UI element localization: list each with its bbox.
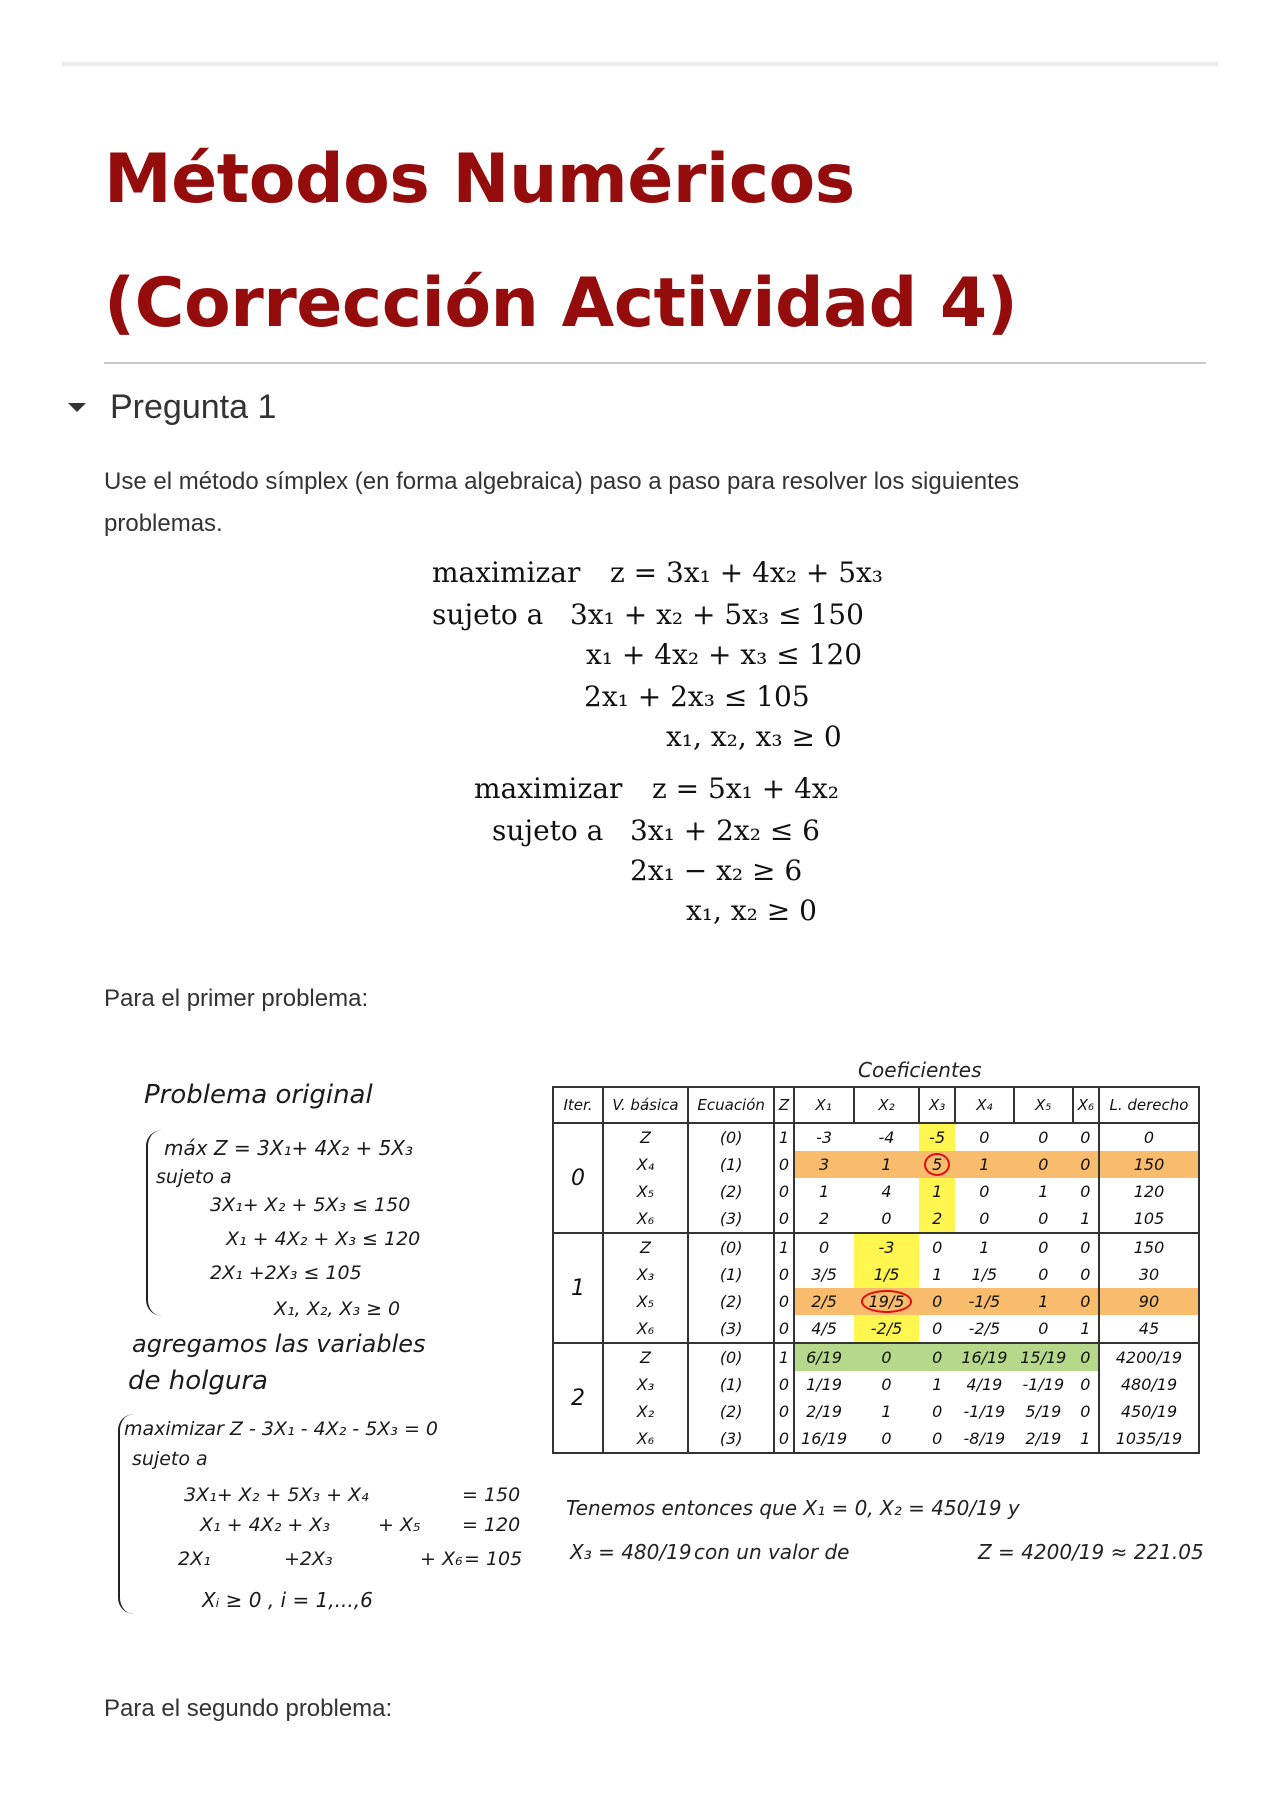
col-header: L. derecho bbox=[1099, 1087, 1199, 1123]
cell: 3 bbox=[794, 1151, 854, 1178]
cell: X₂ bbox=[603, 1398, 688, 1425]
cell: X₄ bbox=[603, 1151, 688, 1178]
cell: 16/19 bbox=[794, 1425, 854, 1453]
cell: 0 bbox=[1080, 1182, 1091, 1201]
cell: 0 bbox=[818, 1238, 830, 1257]
cell: Z bbox=[603, 1233, 688, 1261]
cell: 0 bbox=[1038, 1238, 1049, 1257]
cell: (1) bbox=[688, 1371, 774, 1398]
table-row bbox=[553, 1178, 1199, 1205]
cell: 0 bbox=[774, 1371, 793, 1398]
cell: X₃ bbox=[603, 1261, 688, 1288]
iteration-cell: 1 bbox=[553, 1233, 603, 1343]
table-row bbox=[553, 1123, 1199, 1151]
cell: 1 bbox=[881, 1402, 892, 1421]
cell: 0 bbox=[774, 1398, 793, 1425]
conclusion-x3: X₃ = 480/19 bbox=[570, 1540, 692, 1564]
cell: 1 bbox=[979, 1238, 990, 1257]
cell: 105 bbox=[1099, 1205, 1199, 1233]
cell: 0 bbox=[919, 1288, 955, 1315]
hw-e2a: X₁ + 4X₂ + X₃ bbox=[200, 1514, 330, 1536]
hw-e3c: + X₆ bbox=[420, 1548, 463, 1570]
cell: 1/19 bbox=[806, 1375, 843, 1394]
cell: 0 bbox=[774, 1151, 793, 1178]
cell: 15/19 bbox=[1014, 1343, 1073, 1371]
cell: 16/19 bbox=[955, 1343, 1014, 1371]
hw-heading: Problema original bbox=[144, 1080, 373, 1110]
cell: (1) bbox=[688, 1151, 774, 1178]
cell: 1 bbox=[1073, 1315, 1099, 1343]
cell: 0 bbox=[1014, 1315, 1073, 1343]
problem-2-max-label: maximizar bbox=[474, 772, 623, 805]
cell: -3 bbox=[854, 1233, 920, 1261]
cell: 0 bbox=[1014, 1151, 1073, 1178]
cell: 1 bbox=[1073, 1425, 1099, 1453]
problem-1-nonnegativity: x₁, x₂, x₃ ≥ 0 bbox=[666, 720, 842, 753]
page-title-line1: Métodos Numéricos bbox=[104, 140, 855, 219]
cell: -4 bbox=[878, 1128, 895, 1147]
cell: (2) bbox=[688, 1398, 774, 1425]
cell: 1035/19 bbox=[1099, 1425, 1199, 1453]
cell: 0 bbox=[774, 1261, 793, 1288]
hw-r4: X₁, X₂, X₃ ≥ 0 bbox=[274, 1298, 401, 1320]
cell: 0 bbox=[919, 1343, 955, 1371]
problem-1-st-label: sujeto a bbox=[432, 598, 544, 631]
cell: 2 bbox=[794, 1205, 854, 1233]
first-problem-label: Para el primer problema: bbox=[104, 985, 369, 1012]
cell: 0 bbox=[774, 1425, 793, 1453]
cell: 0 bbox=[1080, 1402, 1091, 1421]
cell: 0 bbox=[1080, 1375, 1091, 1394]
cell: 0 bbox=[1099, 1123, 1199, 1151]
section-toggle-pregunta-1[interactable] bbox=[62, 388, 276, 427]
cell: Z bbox=[603, 1123, 688, 1151]
cell: 0 bbox=[1073, 1288, 1099, 1315]
caret-down-icon[interactable] bbox=[68, 403, 86, 412]
cell: 0 bbox=[1080, 1238, 1091, 1257]
table-row bbox=[553, 1315, 1199, 1343]
cell: X₆ bbox=[603, 1425, 688, 1453]
hw-e3a: 2X₁ bbox=[178, 1548, 211, 1570]
cell: 0 bbox=[854, 1205, 920, 1233]
cell: 0 bbox=[881, 1375, 892, 1394]
hw-e1b: = 150 bbox=[462, 1484, 521, 1506]
cell: 3/5 bbox=[811, 1265, 837, 1284]
cell: 450/19 bbox=[1099, 1398, 1199, 1425]
cell: 150 bbox=[1099, 1233, 1199, 1261]
cell: 6/19 bbox=[794, 1343, 854, 1371]
pivot-circle: 5 bbox=[924, 1153, 950, 1176]
simplex-tableau bbox=[552, 1086, 1200, 1454]
hw-e3b: +2X₃ bbox=[284, 1548, 333, 1570]
hw-r2: X₁ + 4X₂ + X₃ ≤ 120 bbox=[226, 1228, 421, 1250]
table-row bbox=[553, 1151, 1199, 1178]
table-row bbox=[553, 1425, 1199, 1453]
hw-e1a: 3X₁+ X₂ + 5X₃ + X₄ bbox=[184, 1484, 369, 1506]
cell: (2) bbox=[688, 1178, 774, 1205]
iteration-cell: 2 bbox=[553, 1343, 603, 1453]
cell: 1 bbox=[774, 1123, 793, 1151]
iteration-cell: 0 bbox=[553, 1123, 603, 1233]
cell: 0 bbox=[854, 1425, 920, 1453]
problem-2-constraint-2: 2x₁ − x₂ ≥ 6 bbox=[630, 854, 803, 887]
page-title bbox=[104, 118, 1017, 366]
cell: X₅ bbox=[603, 1178, 688, 1205]
cell: 1 bbox=[1073, 1205, 1099, 1233]
cell: -1/19 bbox=[1022, 1375, 1065, 1394]
cell: 1 bbox=[932, 1375, 943, 1394]
cell: 1 bbox=[1014, 1288, 1073, 1315]
cell: 90 bbox=[1099, 1288, 1199, 1315]
top-divider bbox=[62, 62, 1218, 66]
cell: X₆ bbox=[603, 1205, 688, 1233]
cell: 1 bbox=[955, 1151, 1014, 1178]
cell: 0 bbox=[979, 1128, 990, 1147]
cell: 1 bbox=[818, 1182, 830, 1201]
cell: 0 bbox=[774, 1178, 793, 1205]
hw-e2c: = 120 bbox=[462, 1514, 521, 1536]
problem-2-objective: z = 5x₁ + 4x₂ bbox=[652, 772, 839, 805]
hw-add2: de holgura bbox=[128, 1366, 268, 1396]
cell: 120 bbox=[1099, 1178, 1199, 1205]
cell: -1/5 bbox=[955, 1288, 1014, 1315]
cell: 0 bbox=[1038, 1265, 1049, 1284]
cell: 0 bbox=[979, 1182, 990, 1201]
cell: -1/19 bbox=[963, 1402, 1006, 1421]
hw-max: máx Z = 3X₁+ 4X₂ + 5X₃ bbox=[164, 1136, 414, 1160]
cell: 1 bbox=[774, 1343, 793, 1371]
cell: X₅ bbox=[603, 1288, 688, 1315]
cell: 4/19 bbox=[966, 1375, 1003, 1394]
col-header: X₅ bbox=[1014, 1087, 1073, 1123]
cell: 1/5 bbox=[854, 1261, 920, 1288]
problem-1-constraint-2: x₁ + 4x₂ + x₃ ≤ 120 bbox=[586, 638, 863, 671]
cell: 1 bbox=[932, 1265, 943, 1284]
cell: 4/5 bbox=[794, 1315, 854, 1343]
cell: (3) bbox=[688, 1205, 774, 1233]
col-header: X₆ bbox=[1073, 1087, 1099, 1123]
cell: 0 bbox=[1080, 1265, 1091, 1284]
hw-st2: sujeto a bbox=[132, 1448, 208, 1470]
cell: 0 bbox=[774, 1315, 793, 1343]
cell: (2) bbox=[688, 1288, 774, 1315]
hw-r1: 3X₁+ X₂ + 5X₃ ≤ 150 bbox=[210, 1194, 411, 1216]
cell: 1 bbox=[919, 1178, 955, 1205]
cell: 0 bbox=[919, 1315, 955, 1343]
pivot-cell bbox=[854, 1288, 920, 1315]
cell: 4200/19 bbox=[1099, 1343, 1199, 1371]
problem-2-nonnegativity: x₁, x₂ ≥ 0 bbox=[686, 894, 817, 927]
col-header: Ecuación bbox=[688, 1087, 774, 1123]
tableau-header-row bbox=[553, 1087, 1199, 1123]
cell: (3) bbox=[688, 1315, 774, 1343]
table-row bbox=[553, 1343, 1199, 1371]
cell: 5/19 bbox=[1025, 1402, 1062, 1421]
cell: 0 bbox=[1014, 1205, 1073, 1233]
conclusion-z-value: Z = 4200/19 ≈ 221.05 bbox=[978, 1540, 1204, 1564]
cell: (0) bbox=[688, 1233, 774, 1261]
problem-1-max-label: maximizar bbox=[432, 556, 581, 589]
cell: -8/19 bbox=[955, 1425, 1014, 1453]
col-header: Z bbox=[774, 1087, 793, 1123]
table-row bbox=[553, 1371, 1199, 1398]
hw-model: maximizar Z - 3X₁ - 4X₂ - 5X₃ = 0 bbox=[124, 1418, 439, 1440]
section-title: Pregunta 1 bbox=[110, 388, 277, 426]
col-header: X₁ bbox=[794, 1087, 854, 1123]
cell: X₃ bbox=[603, 1371, 688, 1398]
problem-2-constraint-1: 3x₁ + 2x₂ ≤ 6 bbox=[630, 814, 820, 847]
cell: (3) bbox=[688, 1425, 774, 1453]
cell: 0 bbox=[919, 1425, 955, 1453]
cell: -3 bbox=[816, 1128, 833, 1147]
cell: 1 bbox=[774, 1233, 793, 1261]
problem-1-constraint-3: 2x₁ + 2x₃ ≤ 105 bbox=[584, 680, 810, 713]
cell: (0) bbox=[688, 1343, 774, 1371]
cell: -2/5 bbox=[854, 1315, 920, 1343]
cell: 0 bbox=[932, 1402, 943, 1421]
problem-1-objective: z = 3x₁ + 4x₂ + 5x₃ bbox=[610, 556, 884, 589]
title-divider bbox=[104, 362, 1206, 364]
hw-e3d: = 105 bbox=[464, 1548, 523, 1570]
col-header: V. básica bbox=[603, 1087, 688, 1123]
hw-nonneg: Xᵢ ≥ 0 , i = 1,...,6 bbox=[202, 1588, 373, 1612]
col-header: X₂ bbox=[854, 1087, 920, 1123]
cell: 4 bbox=[881, 1182, 892, 1201]
problem-1-constraint-1: 3x₁ + x₂ + 5x₃ ≤ 150 bbox=[570, 598, 864, 631]
cell: (0) bbox=[688, 1123, 774, 1151]
col-header: X₄ bbox=[955, 1087, 1014, 1123]
second-problem-label: Para el segundo problema: bbox=[104, 1695, 393, 1722]
cell: 2/19 bbox=[806, 1402, 843, 1421]
cell: (1) bbox=[688, 1261, 774, 1288]
cell: 30 bbox=[1099, 1261, 1199, 1288]
hw-brace-2 bbox=[118, 1414, 134, 1614]
conclusion-line-1: Tenemos entonces que X₁ = 0, X₂ = 450/19 y bbox=[566, 1496, 1020, 1520]
conclusion-value-label: con un valor de bbox=[694, 1540, 850, 1564]
page-title-line2: (Corrección Actividad 4) bbox=[104, 264, 1018, 343]
hw-r3: 2X₁ +2X₃ ≤ 105 bbox=[210, 1262, 362, 1284]
col-header: Iter. bbox=[553, 1087, 603, 1123]
cell: X₆ bbox=[603, 1315, 688, 1343]
cell: -2/5 bbox=[955, 1315, 1014, 1343]
table-row bbox=[553, 1233, 1199, 1261]
cell: 0 bbox=[774, 1205, 793, 1233]
cell: Z bbox=[603, 1343, 688, 1371]
hw-e2b: + X₅ bbox=[378, 1514, 421, 1536]
intro-text: Use el método símplex (en forma algebraica) paso a paso para resolver los siguientes problemas. bbox=[104, 468, 1020, 537]
problem-2-st-label: sujeto a bbox=[492, 814, 604, 847]
cell: 0 bbox=[1073, 1151, 1099, 1178]
hw-add1: agregamos las variables bbox=[132, 1330, 426, 1358]
cell: 1/5 bbox=[971, 1265, 998, 1284]
cell: 2/19 bbox=[1014, 1425, 1073, 1453]
pivot-cell bbox=[919, 1151, 955, 1178]
cell: 0 bbox=[955, 1205, 1014, 1233]
table-row bbox=[553, 1288, 1199, 1315]
hw-st: sujeto a bbox=[156, 1166, 232, 1188]
table-row bbox=[553, 1205, 1199, 1233]
col-header: X₃ bbox=[919, 1087, 955, 1123]
table-row bbox=[553, 1261, 1199, 1288]
table-row bbox=[553, 1398, 1199, 1425]
cell: 1 bbox=[854, 1151, 920, 1178]
cell: 1 bbox=[1038, 1182, 1049, 1201]
hw-brace-1 bbox=[146, 1130, 162, 1316]
pivot-circle: 19/5 bbox=[861, 1290, 913, 1313]
cell: 150 bbox=[1099, 1151, 1199, 1178]
cell: 2/5 bbox=[794, 1288, 854, 1315]
cell: 45 bbox=[1099, 1315, 1199, 1343]
cell: 0 bbox=[854, 1343, 920, 1371]
cell: 2 bbox=[919, 1205, 955, 1233]
cell: 0 bbox=[1080, 1128, 1091, 1147]
cell: 0 bbox=[1073, 1343, 1099, 1371]
cell: 0 bbox=[1038, 1128, 1049, 1147]
cell: 480/19 bbox=[1099, 1371, 1199, 1398]
cell: -5 bbox=[919, 1123, 955, 1151]
tableau-coef-label: Coeficientes bbox=[858, 1058, 982, 1082]
cell: 0 bbox=[932, 1238, 943, 1257]
cell: 0 bbox=[774, 1288, 793, 1315]
